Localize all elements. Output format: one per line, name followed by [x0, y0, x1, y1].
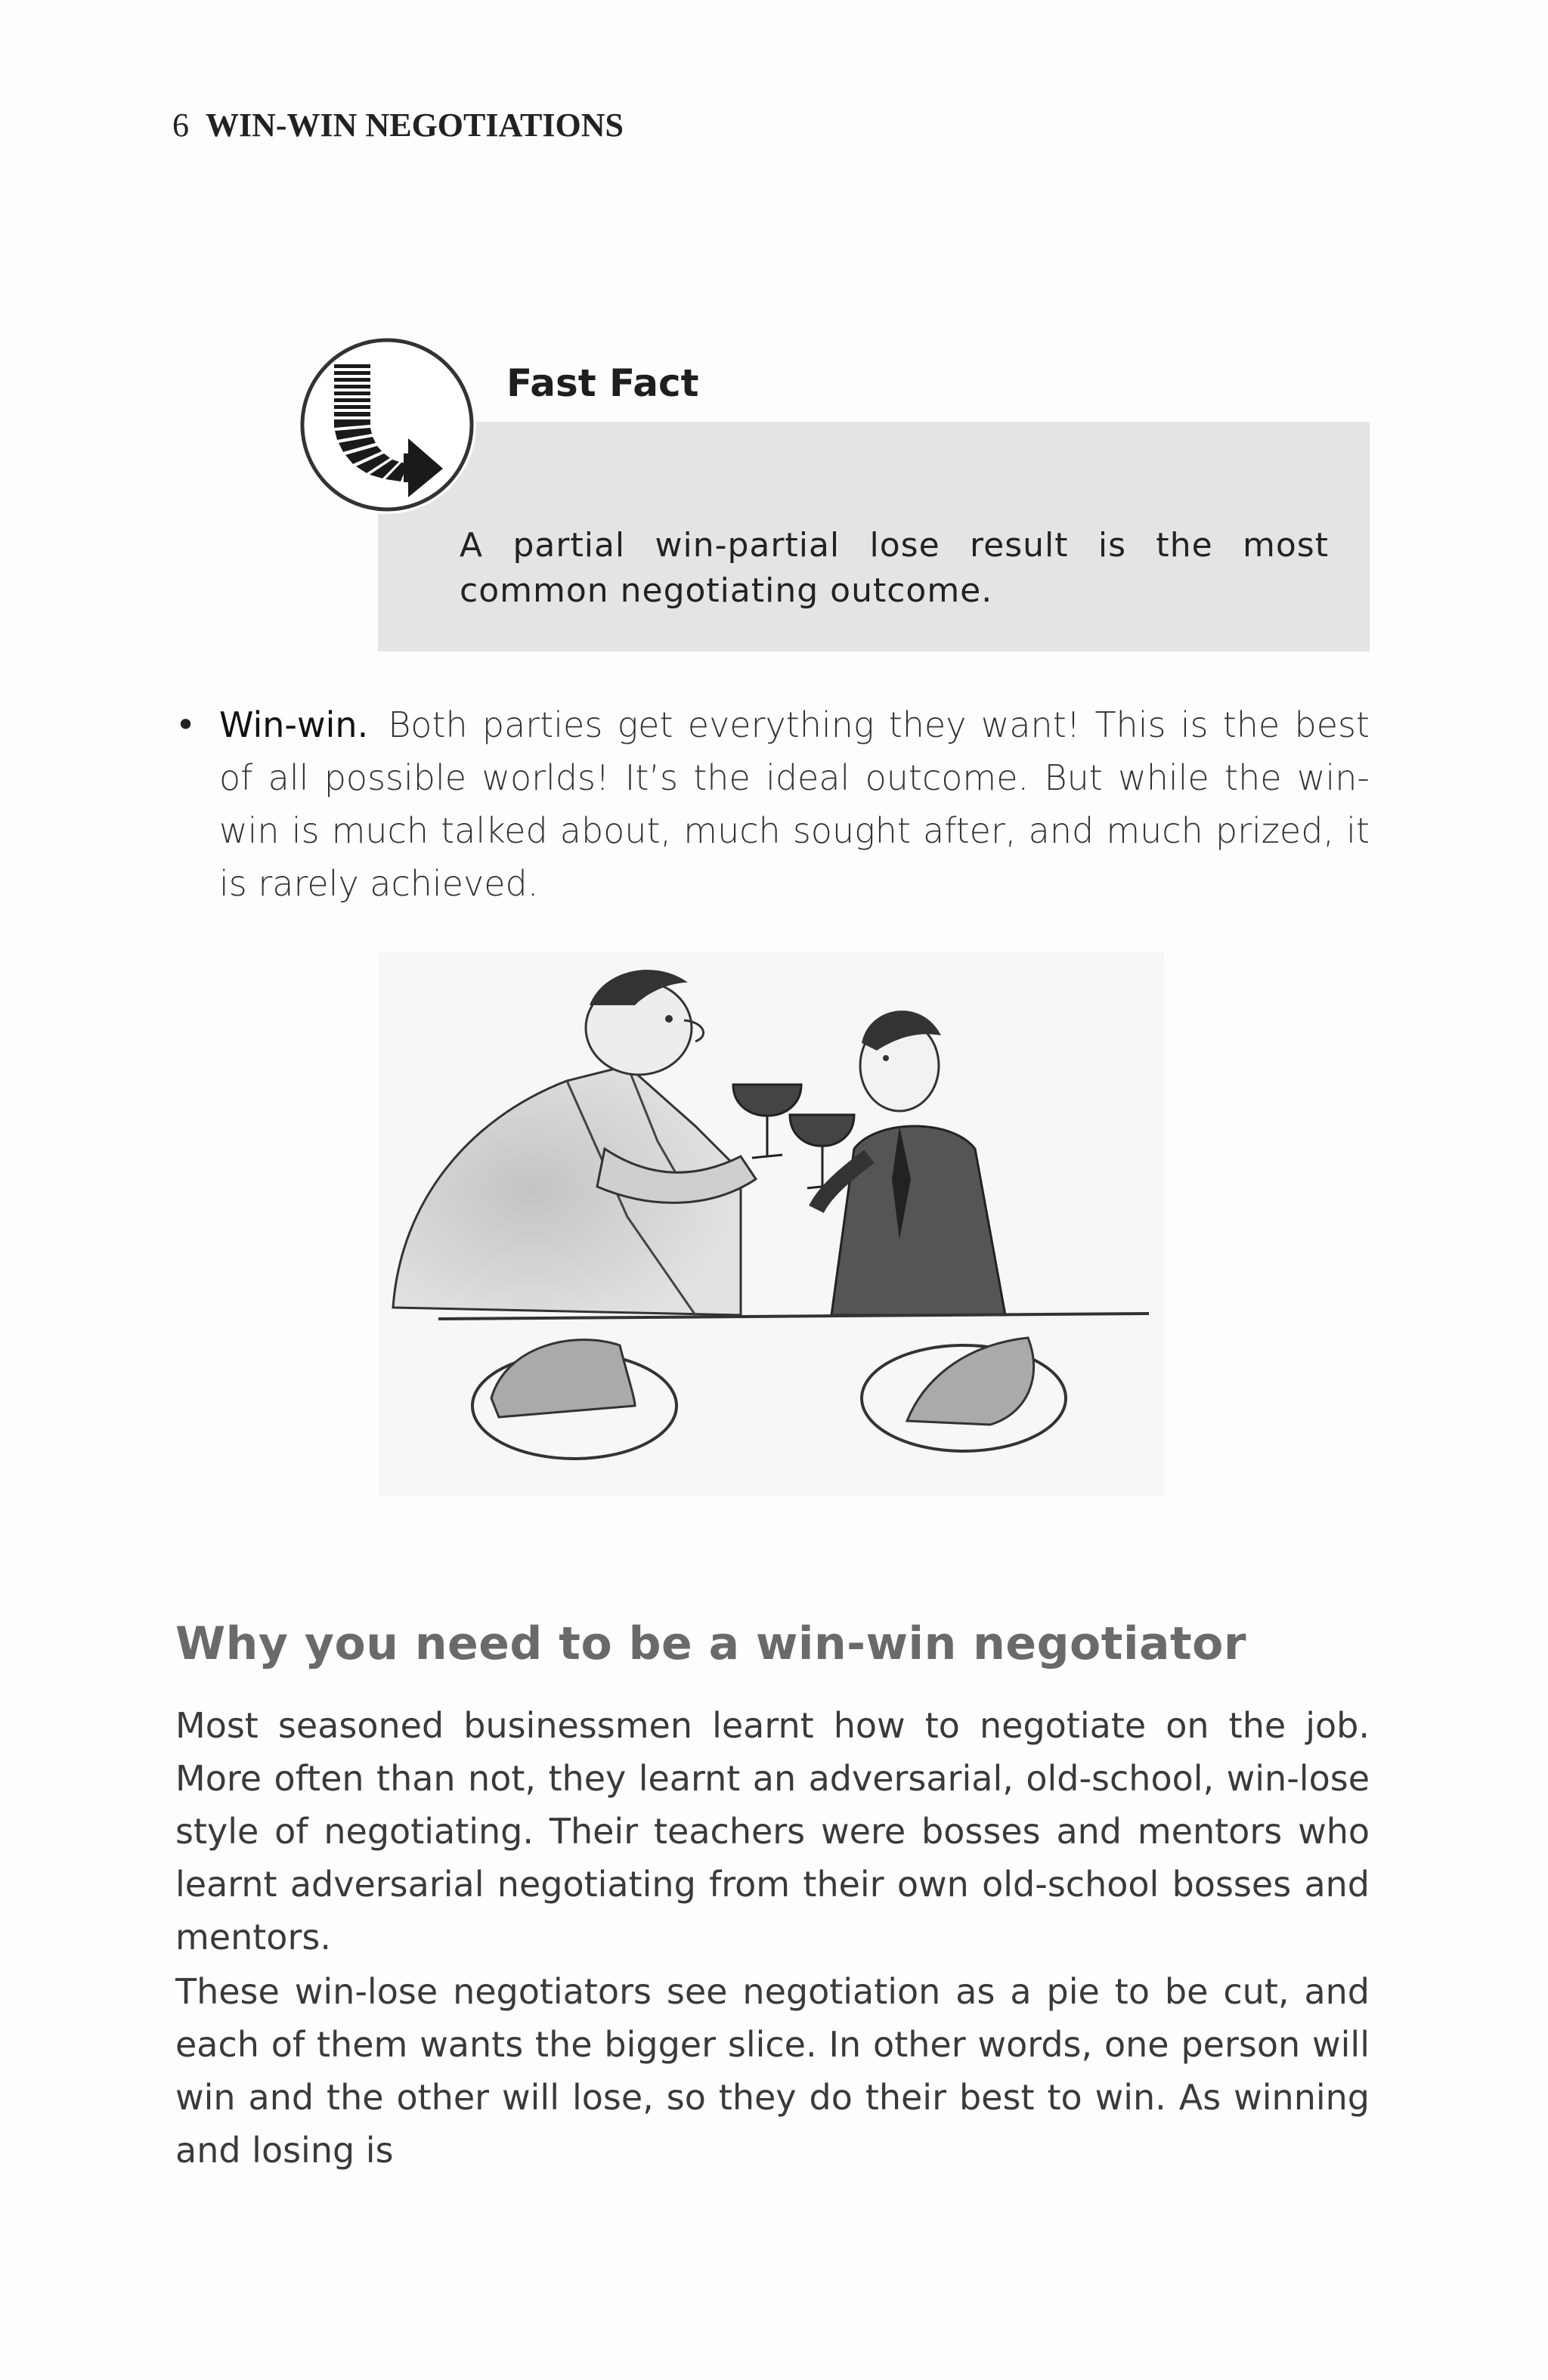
bullet-icon: • [175, 704, 197, 745]
section-heading: Why you need to be a win-win negotiator [175, 1617, 1246, 1670]
page-number: 6 [172, 107, 189, 144]
fast-fact-title: Fast Fact [506, 361, 699, 405]
paragraph: Most seasoned businessmen learnt how to negotiate on the job. More often than not, they learnt an adversarial, old-school, win-lose style of negotiating. Their teachers were bosses and mentors who learnt adversarial negotiating from their own old-school bosses and mentors. [175, 1705, 1370, 1958]
curved-arrow-icon [295, 333, 479, 517]
paragraph: These win-lose negotiators see negotiation as a pie to be cut, and each of them wants the bigger slice. In other words, one person will win and the other will lose, so they do their best to win. As winning and losing is [175, 1971, 1370, 2171]
bullet-body [219, 698, 1370, 910]
two-businessmen-toasting-icon [378, 952, 1164, 1496]
running-head [172, 106, 624, 144]
fast-fact-text: A partial win-partial lose result is the most common negotiating outcome. [460, 526, 1329, 610]
bullet-text: Both parties get everything they want! This is the best of all possible worlds! It’s the ideal outcome. But while the win-win is much talked about, much sought after, and much prized, it is rarely achieved. [219, 704, 1370, 904]
bullet-lead: Win-win. [219, 704, 369, 745]
running-title: WIN-WIN NEGOTIATIONS [206, 107, 624, 144]
